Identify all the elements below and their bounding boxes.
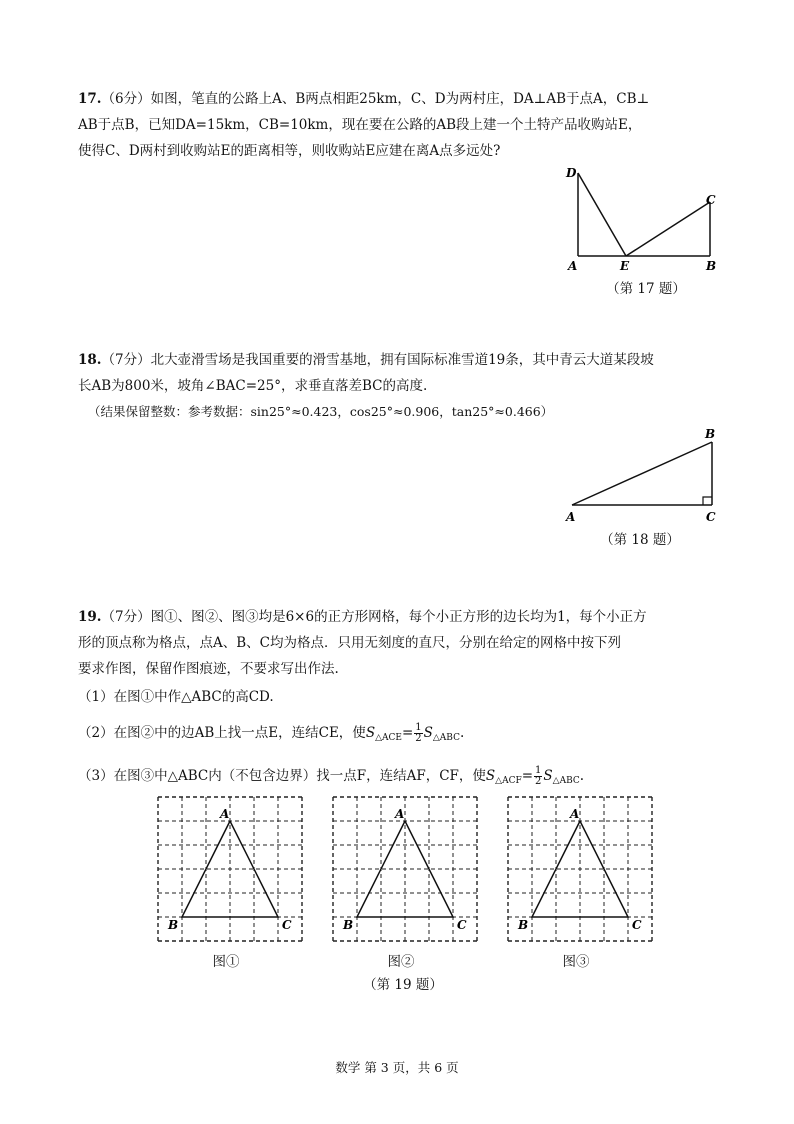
q17-label-e: E bbox=[620, 259, 630, 273]
q19-grid-label-3: 图③ bbox=[562, 954, 590, 970]
q19-part3: （3）在图③中△ABC内（不包含边界）找一点F，连结AF，CF，使$S_{\triangle ACF}=$ $\frac{1}{2}$ $S_{\triangle ABC}$. bbox=[78, 765, 585, 787]
q19-line1: 19.（7分）图①、图②、图③均是6×6的正方形网格，每个小正方形的边长均为1，每个小正方 bbox=[78, 609, 647, 625]
q17-label-d: D bbox=[566, 166, 577, 180]
q19-grid-1 bbox=[148, 792, 308, 950]
vertex-label-a: A bbox=[220, 807, 230, 821]
q19-caption: （第 19 题） bbox=[363, 977, 443, 993]
q18-line3: （结果保留整数：参考数据：sin25°≈0.423，cos25°≈0.906，tan25°≈0.466） bbox=[88, 404, 554, 419]
q19-line3: 要求作图，保留作图痕迹，不要求写出作法. bbox=[78, 661, 339, 677]
question-17 bbox=[78, 86, 728, 164]
q18-caption: （第 18 题） bbox=[600, 532, 680, 548]
q17-line2: AB于点B，已知DA=15km，CB=10km，现在要在公路的AB段上建一个土特产品收购站E， bbox=[78, 117, 642, 133]
vertex-label-c: C bbox=[632, 918, 642, 932]
q19-grid-2 bbox=[323, 792, 483, 950]
q19-grid-3 bbox=[498, 792, 658, 950]
q19-line2: 形的顶点称为格点，点A、B、C均为格点．只用无刻度的直尺，分别在给定的网格中按下列 bbox=[78, 635, 621, 651]
q17-label-b: B bbox=[706, 259, 717, 273]
question-18 bbox=[78, 347, 728, 425]
q19-number: 19. bbox=[78, 609, 102, 625]
q17-figure bbox=[560, 160, 730, 275]
q18-label-c: C bbox=[706, 510, 716, 524]
q17-label-a: A bbox=[568, 259, 578, 273]
q18-line1: 18.（7分）北大壶滑雪场是我国重要的滑雪基地，拥有国际标准雪道19条，其中青云大道某段坡 bbox=[78, 352, 654, 368]
q18-label-b: B bbox=[705, 427, 716, 441]
q17-line3: 使得C、D两村到收购站E的距离相等，则收购站E应建在离A点多远处? bbox=[78, 143, 501, 159]
q19-part2: （2）在图②中的边AB上找一点E，连结CE，使$S_{\triangle ACE}=$ $\frac{1}{2}$ $S_{\triangle ABC}$. bbox=[78, 722, 465, 744]
q19-part2-fraction: $\frac{1}{2}$ bbox=[415, 722, 422, 744]
vertex-label-c: C bbox=[457, 918, 467, 932]
q19-grid-label-1: 图① bbox=[212, 954, 240, 970]
vertex-label-a: A bbox=[395, 807, 405, 821]
q18-number: 18. bbox=[78, 352, 102, 368]
q17-caption: （第 17 题） bbox=[606, 281, 686, 297]
vertex-label-b: B bbox=[518, 918, 529, 932]
q17-number: 17. bbox=[78, 91, 102, 107]
q19-part1: （1）在图①中作△ABC的高CD. bbox=[78, 689, 274, 705]
q17-label-c: C bbox=[706, 193, 716, 207]
page-footer: 数学 第 3 页，共 6 页 bbox=[335, 1060, 459, 1075]
q18-line2: 长AB为800米，坡角∠BAC=25°，求垂直落差BC的高度. bbox=[78, 378, 428, 394]
q19-grid-label-2: 图② bbox=[387, 954, 415, 970]
vertex-label-a: A bbox=[570, 807, 580, 821]
question-19 bbox=[78, 604, 728, 794]
q18-figure bbox=[560, 425, 730, 525]
q19-part3-fraction: $\frac{1}{2}$ bbox=[535, 765, 542, 787]
vertex-label-b: B bbox=[343, 918, 354, 932]
q17-line1: 17.（6分）如图，笔直的公路上A、B两点相距25km，C、D为两村庄，DA⊥AB于点A，CB⊥ bbox=[78, 91, 650, 107]
q18-label-a: A bbox=[566, 510, 576, 524]
vertex-label-c: C bbox=[282, 918, 292, 932]
vertex-label-b: B bbox=[168, 918, 179, 932]
